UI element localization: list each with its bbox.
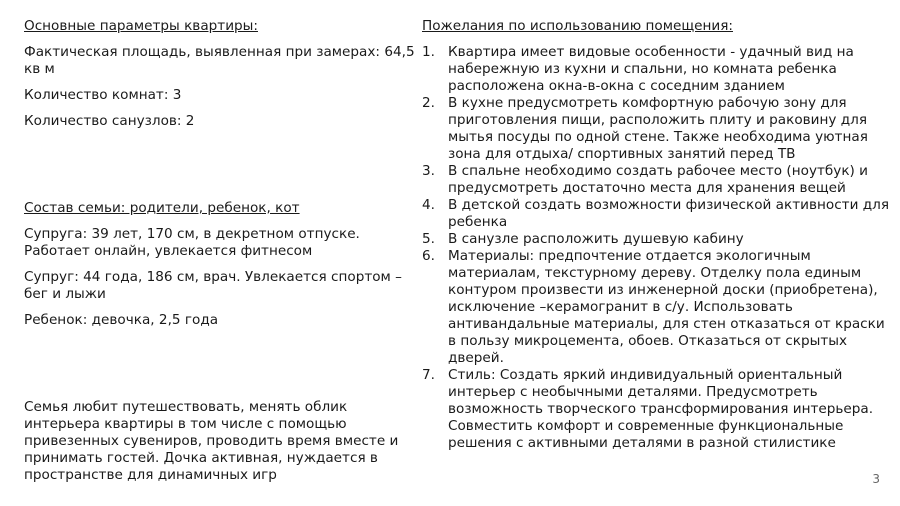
list-item xyxy=(422,197,890,231)
wishes-heading: Пожелания по использованию помещения: xyxy=(422,18,733,34)
list-item xyxy=(422,231,890,248)
rooms-text: Количество комнат: 3 xyxy=(24,87,182,103)
list-item-text: Стиль: Создать яркий индивидуальный ориентальный интерьер с необычными деталями. Предусмотреть возможность творческого трансформирования интерьера. Совместить комфорт и современные функциональные решения с активными деталями в разной стилистике xyxy=(448,367,874,451)
list-item-text: Квартира имеет видовые особенности - удачный вид на набережную из кухни и спальни, но комната ребенка расположена окна-в-окна с соседним зданием xyxy=(448,44,854,94)
wishes-section xyxy=(422,18,890,452)
list-item xyxy=(422,95,890,163)
list-item-number: 3. xyxy=(422,163,435,179)
list-item-text: В спальне необходимо создать рабочее место (ноутбук) и предусмотреть достаточно места для хранения вещей xyxy=(448,163,869,196)
family-heading: Состав семьи: родители, ребенок, кот xyxy=(24,200,300,216)
lifestyle-text: Семья любит путешествовать, менять облик интерьера квартиры в том числе с помощью привезенных сувениров, проводить время вместе и принимать гостей. Дочка активная, нуждается в пространстве для динамичных игр xyxy=(24,399,399,483)
params-heading: Основные параметры квартиры: xyxy=(24,18,258,34)
list-item-number: 1. xyxy=(422,44,435,60)
list-item-number: 7. xyxy=(422,367,435,383)
list-item-number: 5. xyxy=(422,231,435,247)
husband-text: Супруг: 44 года, 186 см, врач. Увлекается спортом – бег и лыжи xyxy=(24,269,402,302)
page-number: 3 xyxy=(872,472,880,486)
area-text: Фактическая площадь, выявленная при замерах: 64,5 кв м xyxy=(24,44,415,77)
wishes-list xyxy=(422,44,890,452)
list-item-number: 4. xyxy=(422,197,435,213)
list-item-number: 6. xyxy=(422,248,435,264)
family-section xyxy=(24,200,416,329)
list-item xyxy=(422,248,890,367)
list-item-text: В кухне предусмотреть комфортную рабочую зону для приготовления пищи, расположить плиту и раковину для мытья посуды по одной стене. Также необходима уютная зона для отдыха/ спортивных занятий перед ТВ xyxy=(448,95,868,162)
wife-text: Супруга: 39 лет, 170 см, в декретном отпуске. Работает онлайн, увлекается фитнесом xyxy=(24,226,360,259)
list-item xyxy=(422,163,890,197)
list-item-text: В санузле расположить душевую кабину xyxy=(448,231,744,247)
list-item-text: Материалы: предпочтение отдается экологичным материалам, текстурному дереву. Отделку пола единым контуром произвести из инженерной доски (приобретена), исключение –керамогранит в с/у. Использовать антивандальные материалы, для стен отказаться от краски в пользу микроцемента, обоев. Отказаться от скрытых дверей. xyxy=(448,248,885,366)
lifestyle-section xyxy=(24,399,416,484)
child-text: Ребенок: девочка, 2,5 года xyxy=(24,312,219,328)
list-item-number: 2. xyxy=(422,95,435,111)
list-item-text: В детской создать возможности физической активности для ребенка xyxy=(448,197,890,230)
list-item xyxy=(422,367,890,452)
apartment-params-section xyxy=(24,18,416,130)
list-item xyxy=(422,44,890,95)
bathrooms-text: Количество санузлов: 2 xyxy=(24,113,195,129)
